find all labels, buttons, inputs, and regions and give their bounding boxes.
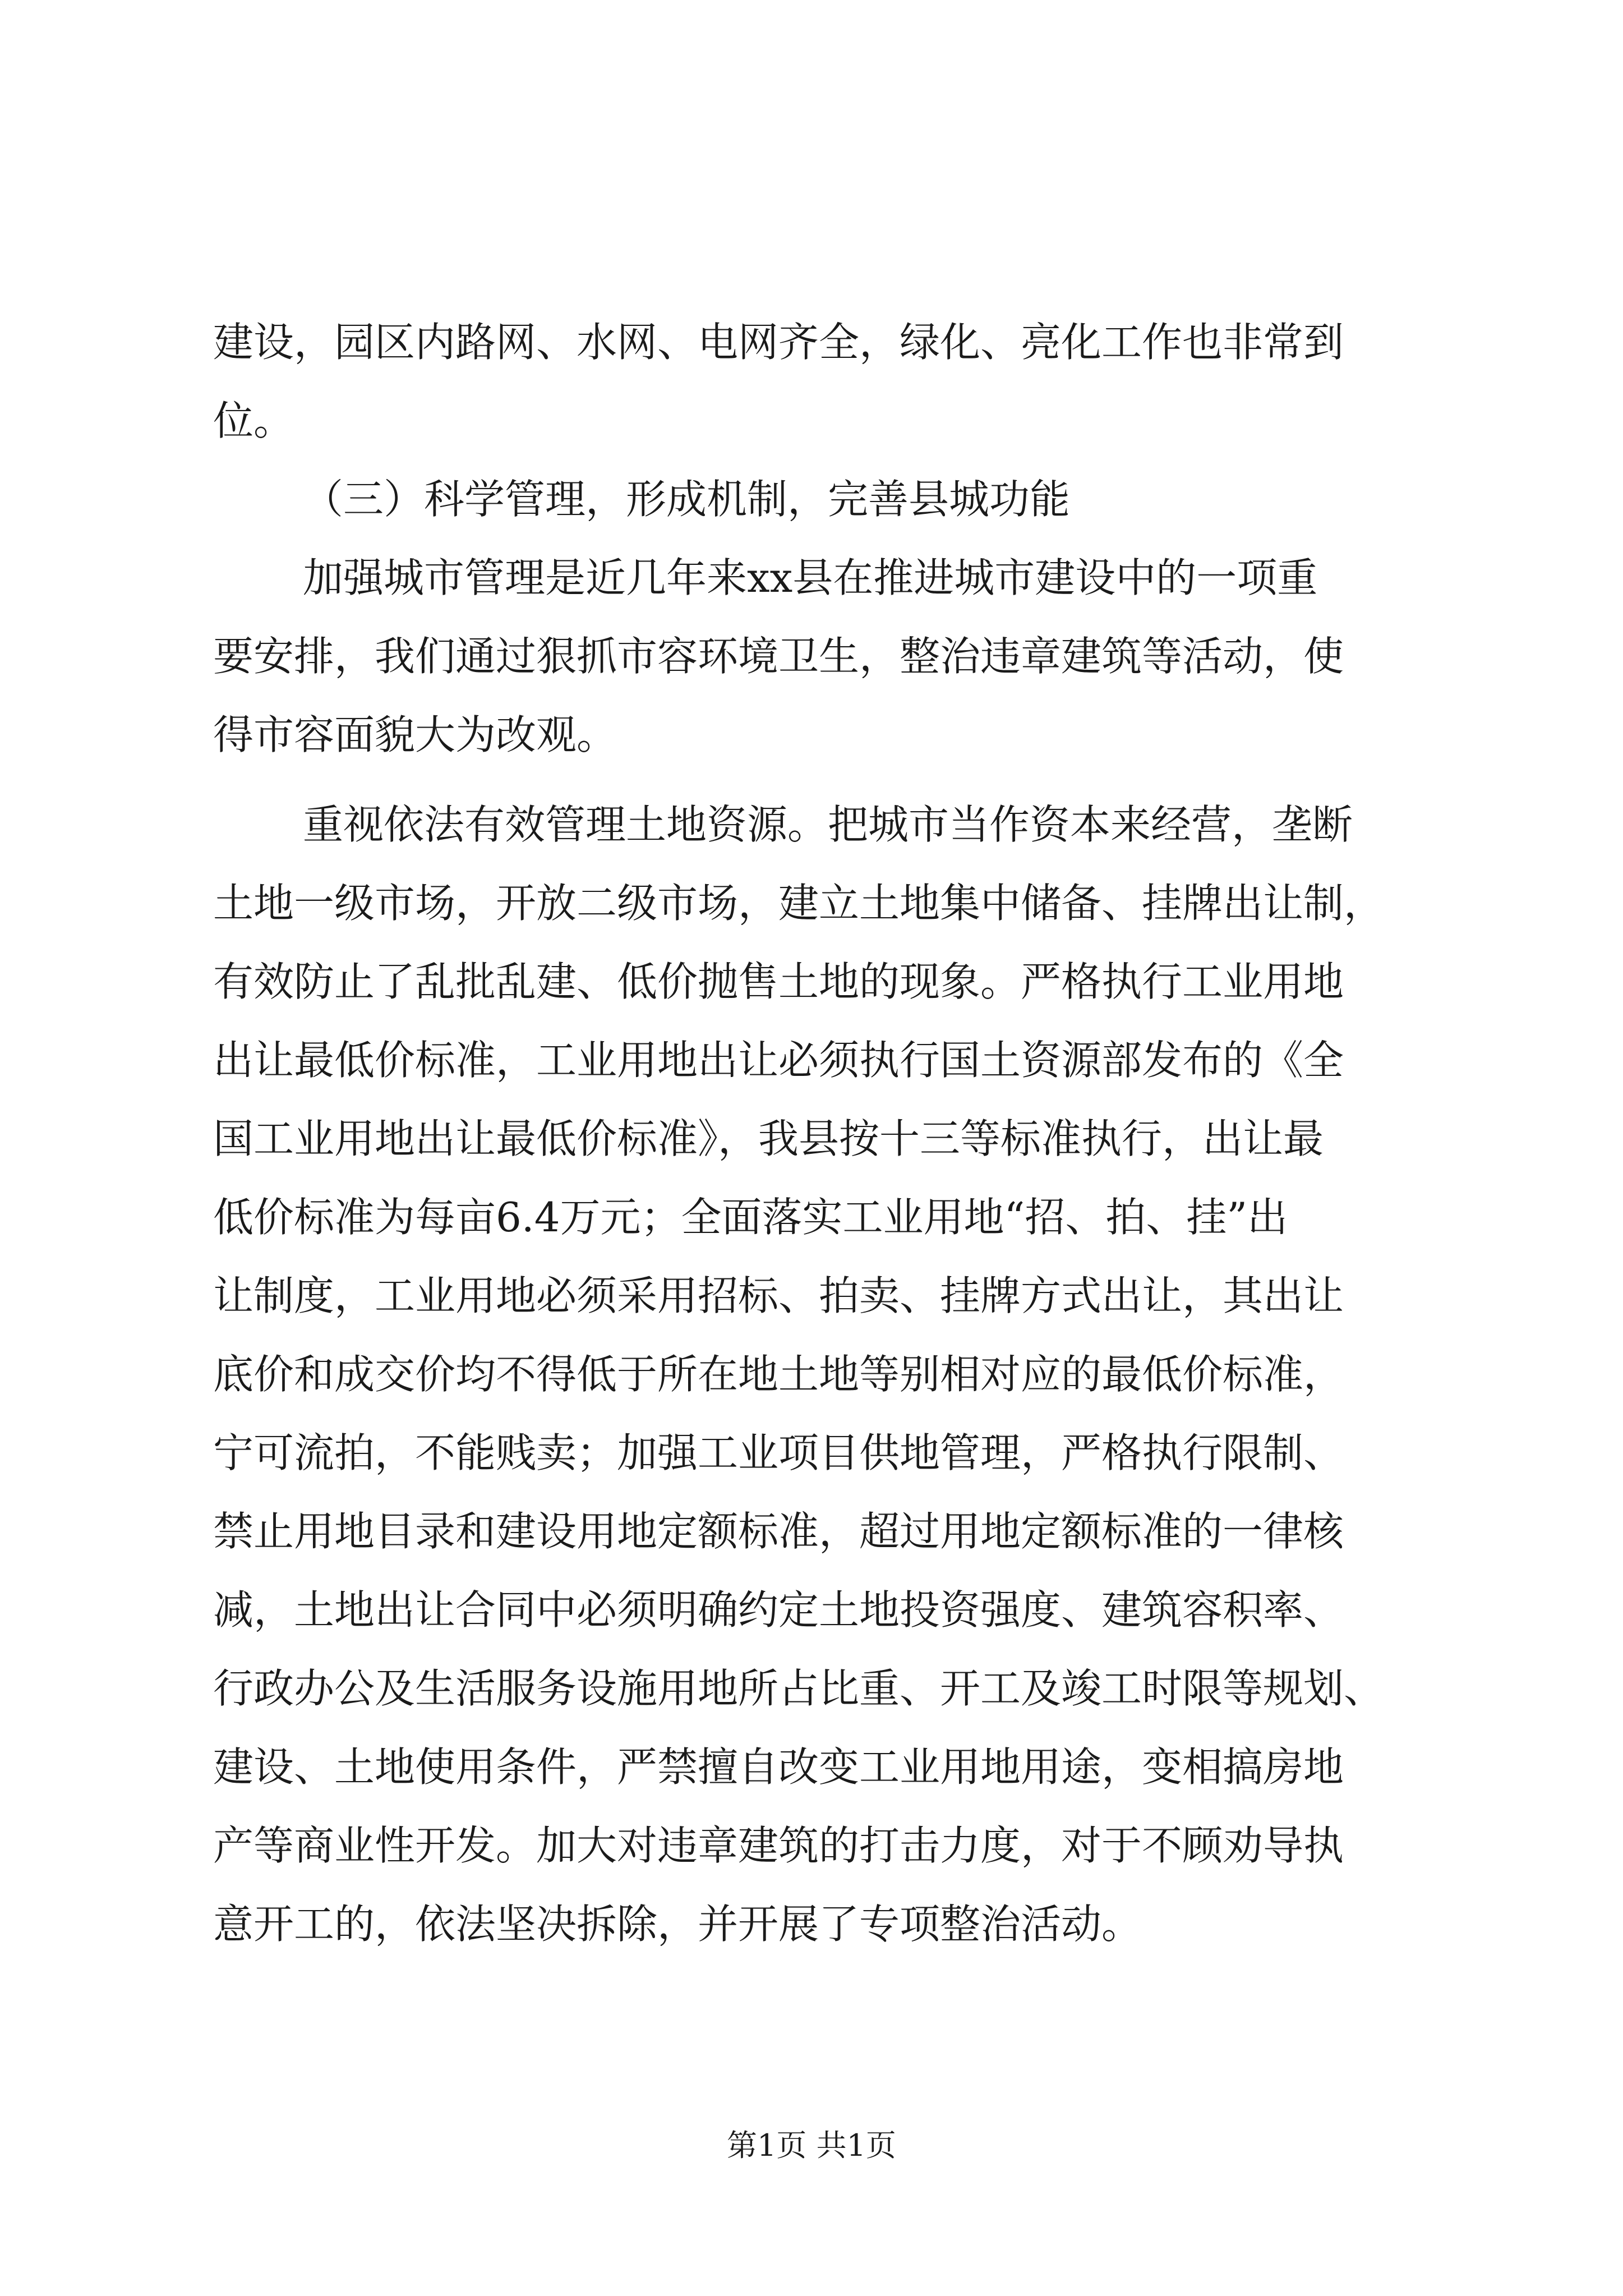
body-text-line: 行政办公及生活服务设施用地所占比重、开工及竣工时限等规划、 bbox=[213, 1665, 1385, 1712]
body-text-line: 意开工的，依法坚决拆除，并开展了专项整治活动。 bbox=[213, 1901, 1142, 1948]
body-text-line: 出让最低价标准，工业用地出让必须执行国土资源部发布的《全 bbox=[213, 1037, 1344, 1084]
body-text-line: 底价和成交价均不得低于所在地土地等别相对应的最低价标准， bbox=[213, 1351, 1344, 1398]
body-text-line: 建设、土地使用条件，严禁擅自改变工业用地用途，变相搞房地 bbox=[213, 1743, 1344, 1791]
body-text-line: 低价标准为每亩6.4万元；全面落实工业用地“招、拍、挂”出 bbox=[213, 1194, 1288, 1241]
body-text-line: 要安排，我们通过狠抓市容环境卫生，整治违章建筑等活动，使 bbox=[213, 633, 1344, 680]
body-text-line: 建设，园区内路网、水网、电网齐全，绿化、亮化工作也非常到 bbox=[213, 319, 1344, 366]
body-text-line: 禁止用地目录和建设用地定额标准，超过用地定额标准的一律核 bbox=[213, 1508, 1344, 1555]
body-text-line: 有效防止了乱批乱建、低价抛售土地的现象。严格执行工业用地 bbox=[213, 958, 1344, 1005]
body-text-line: 让制度，工业用地必须采用招标、拍卖、挂牌方式出让，其出让 bbox=[213, 1272, 1344, 1319]
paragraph-first-line: 重视依法有效管理土地资源。把城市当作资本来经营，垄断 bbox=[303, 801, 1353, 848]
body-text-line: 减，土地出让合同中必须明确约定土地投资强度、建筑容积率、 bbox=[213, 1586, 1344, 1634]
body-text-line: 国工业用地出让最低价标准》，我县按十三等标准执行，出让最 bbox=[213, 1115, 1324, 1162]
page-footer: 第1页 共1页 bbox=[727, 2128, 896, 2163]
body-text-line: 位。 bbox=[213, 397, 294, 444]
body-text-line: 产等商业性开发。加大对违章建筑的打击力度，对于不顾劝导执 bbox=[213, 1822, 1344, 1869]
body-text-line: 土地一级市场，开放二级市场，建立土地集中储备、挂牌出让制， bbox=[213, 880, 1385, 927]
section-heading: （三）科学管理，形成机制，完善县城功能 bbox=[303, 476, 1071, 523]
body-text-line: 得市容面貌大为改观。 bbox=[213, 711, 617, 758]
paragraph-first-line: 加强城市管理是近几年来xx县在推进城市建设中的一项重 bbox=[303, 554, 1318, 601]
body-text-line: 宁可流拍，不能贱卖；加强工业项目供地管理，严格执行限制、 bbox=[213, 1429, 1344, 1476]
